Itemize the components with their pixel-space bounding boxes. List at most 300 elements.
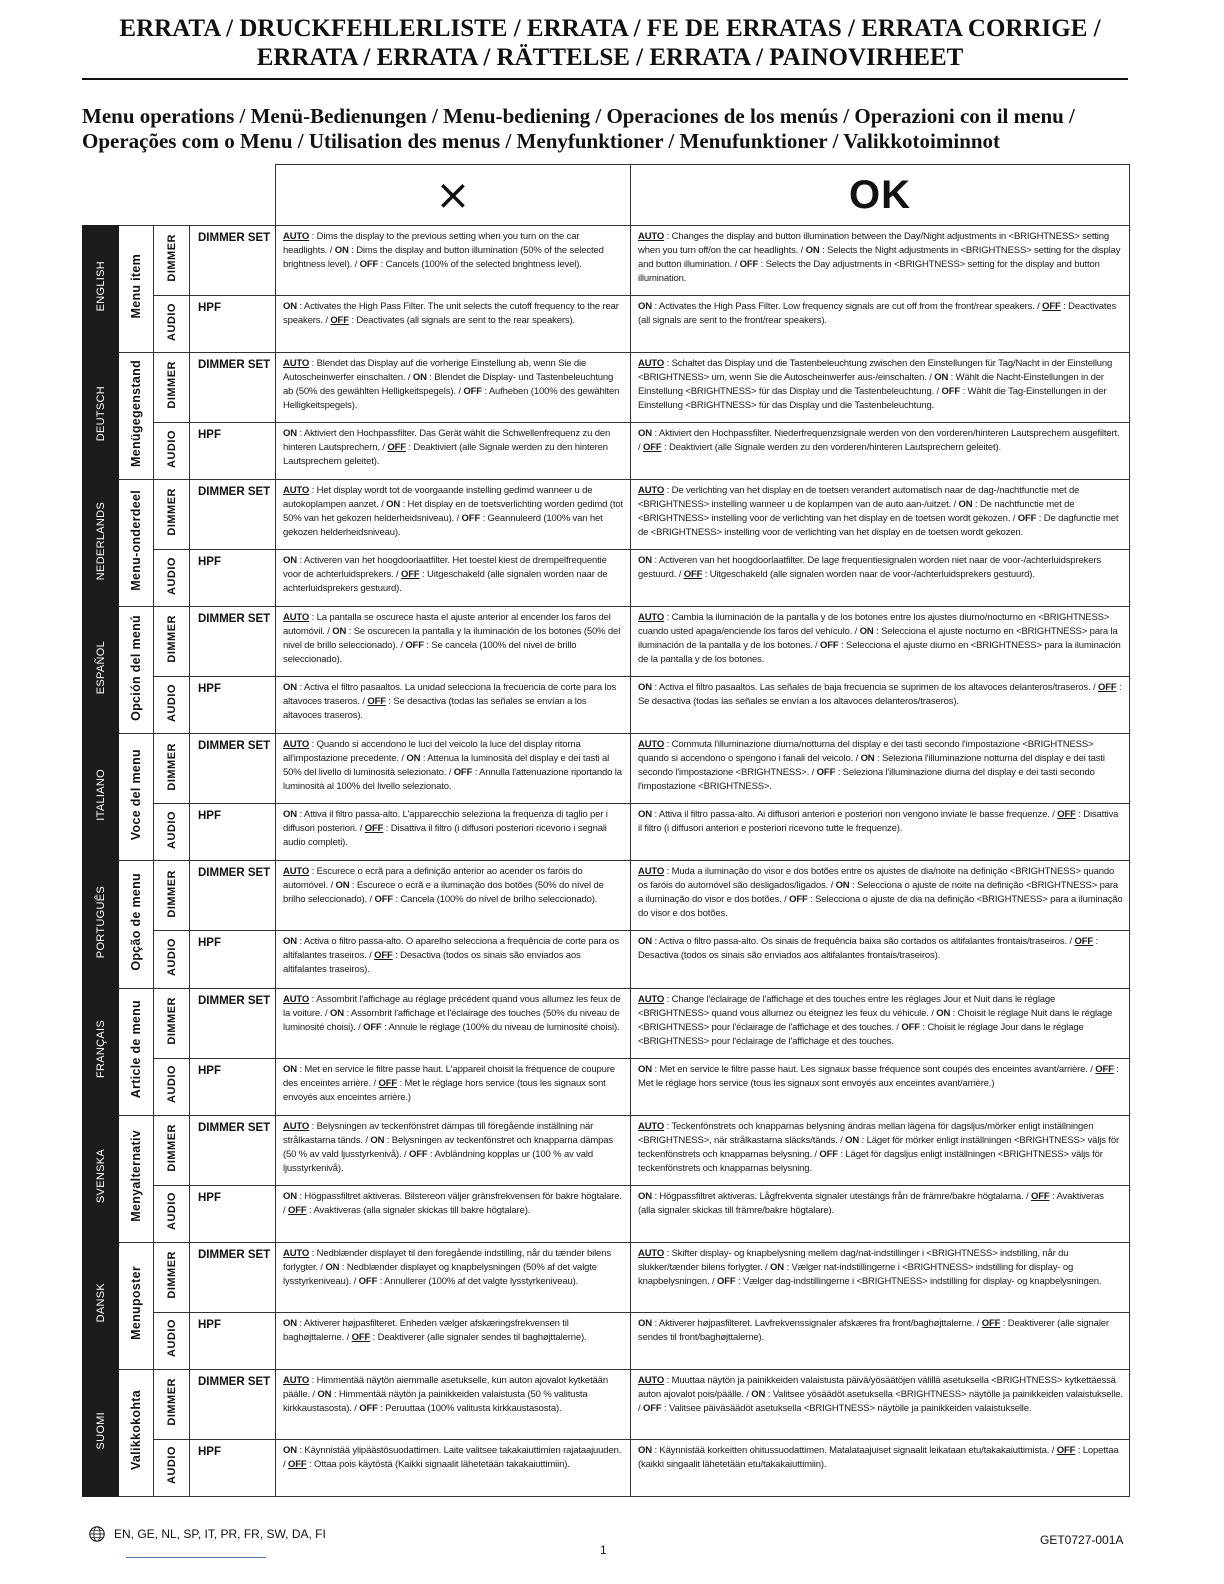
language-label: DEUTSCH: [94, 386, 107, 442]
description-text: : Vælger dag-indstillingerne i <BRIGHTNESS> indstilling for display- og knapbelysningen.: [735, 1275, 1102, 1287]
table-row: [83, 353, 1130, 423]
keyword: OFF: [1042, 301, 1061, 313]
description-text: : Attiva il filtro passa-alto. Ai diffusori anteriori e posteriori non vengono inviate le basse frequenze. /: [651, 809, 1058, 821]
setting-name: DIMMER SET: [190, 1115, 276, 1185]
keyword: ON: [638, 1444, 652, 1456]
language-label-cell: [83, 1369, 119, 1496]
table-row: [83, 607, 1130, 677]
cross-icon: ×: [435, 170, 471, 220]
description-text: : Activates the High Pass Filter. Low frequency signals are cut off from the front/rear speakers. /: [651, 301, 1043, 313]
language-label-cell: [83, 607, 119, 734]
description-text: : Deactivates (all signals are sent to the front/rear speakers).: [638, 301, 1117, 327]
keyword: AUTO: [283, 231, 310, 243]
keyword: OFF: [717, 1275, 736, 1287]
section-label-cell: [154, 734, 190, 804]
footer-rule: [126, 1557, 266, 1558]
description-text: : Deaktiviert (alle Signale werden zu den hinteren Lautsprechern geleitet).: [283, 442, 608, 468]
description-text: : Belysningen av teckenfönstret och knapparna dämpas (50 % av vald ljusstyrkenivå). /: [283, 1134, 613, 1160]
description-text: : Aktiverer højpasfilteret. Enheden vælger afskæringsfrekvensen til baghøjttalerne. /: [283, 1317, 569, 1343]
description-text: : Se desactiva (todas las señales se envían a los altavoces delanteros/traseros).: [638, 682, 1122, 708]
description-text: : Se oscurecen la pantalla y la iluminación de los botones (50% del nivel de brillo seleccionado). /: [283, 626, 621, 652]
description-text: : Disattiva il filtro (i diffusori anteriori e posteriori ricevono tutte le frequenze).: [638, 809, 1119, 835]
section-label: AUDIO: [165, 810, 178, 849]
keyword: ON: [330, 1007, 344, 1019]
description-text: : Nedblænder displayet til den foregående indstilling, når du tænder bilens forlygter. /: [283, 1247, 611, 1273]
keyword: OFF: [1057, 809, 1076, 821]
menu-item-label: Menügegenstand: [129, 360, 143, 468]
description-text: : Choisit le réglage Nuit dans le réglage <BRIGHTNESS> pour l'éclairage de l'affichage et des touches. /: [638, 1007, 1113, 1033]
language-label: ESPAÑOL: [94, 641, 107, 695]
correct-description: [631, 1369, 1130, 1439]
table-row: [83, 423, 1130, 480]
language-label: PORTUGUÊS: [94, 885, 107, 959]
keyword: ON: [638, 1317, 652, 1329]
keyword: AUTO: [283, 358, 310, 370]
wrong-description: [276, 226, 631, 296]
description-text: : Vælger nat-indstillingerne i <BRIGHTNESS> indstilling for display- og knapbelysningen. /: [638, 1261, 1074, 1287]
keyword: OFF: [1074, 936, 1094, 948]
section-label-cell: [154, 988, 190, 1058]
section-label-cell: [154, 1439, 190, 1496]
keyword: ON: [934, 372, 949, 384]
menu-item-label-cell: [119, 226, 154, 353]
description-text: : Aktiverer højpasfilteret. Lavfrekvenssignaler afskæres fra front/baghøjttalerne. /: [651, 1317, 982, 1329]
section-label-cell: [154, 1185, 190, 1242]
keyword: AUTO: [283, 739, 310, 751]
menu-item-label-cell: [119, 861, 154, 988]
description-text: : Escurece o ecrã e a iluminação dos botões (50% do nível de brilho seleccionado). /: [283, 880, 604, 906]
menu-item-label-cell: [119, 1115, 154, 1242]
description-text: : Disattiva il filtro (i diffusori posteriori ricevono i segnali audio completi).: [283, 823, 607, 849]
keyword: OFF: [820, 640, 839, 652]
section-label-cell: [154, 423, 190, 480]
description-text: : Selects the Night adjustments in <BRIGHTNESS> setting for the display and button illumination. /: [638, 245, 1121, 271]
description-text: : Selecciona el ajuste nocturno en <BRIGHTNESS> para la iluminación de la pantalla y de los botones. /: [638, 626, 1118, 652]
correct-description: [631, 296, 1130, 353]
table-header-row: [83, 165, 1130, 226]
section-label-cell: [154, 677, 190, 734]
language-label-cell: [83, 480, 119, 607]
correct-description: [631, 1312, 1130, 1369]
description-text: : Muda a iluminação do visor e dos botões entre os ajustes de dia/noite na definição <BRIGHTNESS> quando os faróis do automóvel são desligados/ligados. /: [638, 866, 1115, 892]
description-text: : Dims the display to the previous setting when you turn on the car headlights. /: [283, 231, 580, 257]
description-text: : Se desactiva (todas las señales se envían a los altavoces traseros).: [283, 696, 587, 722]
setting-name: HPF: [190, 1058, 276, 1115]
keyword: ON: [283, 936, 297, 948]
setting-name: HPF: [190, 550, 276, 607]
setting-name: HPF: [190, 804, 276, 861]
description-text: : Assombrit l'affichage et l'éclairage des touches (50% du niveau de luminosité choisi). /: [283, 1007, 620, 1033]
wrong-description: [276, 296, 631, 353]
keyword: AUTO: [638, 739, 665, 751]
menu-item-label: Menuposter: [129, 1266, 143, 1341]
description-text: : Avaktiveras (alla signaler skickas till främre/bakre högtalare).: [638, 1190, 1104, 1216]
keyword: OFF: [363, 1021, 382, 1033]
keyword: ON: [283, 1190, 297, 1202]
description-text: : Selecciona o ajuste de dia na definição <BRIGHTNESS> para a iluminação do visor e dos botões.: [638, 894, 1123, 920]
setting-name: DIMMER SET: [190, 1369, 276, 1439]
wrong-description: [276, 1439, 631, 1496]
keyword: ON: [770, 1261, 784, 1273]
correct-description: [631, 1439, 1130, 1496]
description-text: : Commuta l'illuminazione diurna/notturna del display e dei tasti secondo l'impostazione <BRIGHTNESS> quando si accendono o spengono i fanali del veicolo. /: [638, 739, 1094, 765]
section-label: DIMMER: [165, 869, 178, 918]
description-text: : Annulla l'attenuazione riportando la luminosità al 100% del livello selezionato.: [283, 767, 622, 793]
section-label-cell: [154, 804, 190, 861]
title-line-1: ERRATA / DRUCKFEHLERLISTE / ERRATA / FE DE ERRATAS / ERRATA CORRIGE /: [119, 15, 1101, 42]
description-text: : Selects the Day adjustments in <BRIGHTNESS> setting for the display and button illumination.: [638, 259, 1100, 285]
section-label: AUDIO: [165, 683, 178, 722]
description-text: : Met le réglage hors service (tous les signaux sont envoyés aux enceintes arrière.): [283, 1077, 606, 1103]
keyword: AUTO: [638, 866, 665, 878]
keyword: OFF: [358, 1275, 378, 1287]
section-label: DIMMER: [165, 615, 178, 664]
section-label: DIMMER: [165, 1250, 178, 1299]
language-label-cell: [83, 353, 119, 480]
keyword: ON: [283, 428, 297, 440]
description-text: : Valitsee päiväsäädöt asetuksella <BRIGHTNESS> näytölle ja painikkeiden valaistukselle.: [661, 1402, 1032, 1414]
setting-name: DIMMER SET: [190, 480, 276, 550]
description-text: : Wählt die Nacht-Einstellungen in der Einstellung <BRIGHTNESS> für das Display und die Tastenbeleuchtung. /: [638, 372, 1104, 398]
menu-item-label: Opción del menú: [129, 614, 143, 721]
table-row: [83, 734, 1130, 804]
keyword: OFF: [374, 950, 393, 962]
footer-language-codes: [88, 1525, 326, 1543]
subtitle-line-2: Operações com o Menu / Utilisation des menus / Menyfunktioner / Menufunktioner / Valikkotoiminnot: [82, 129, 1001, 153]
section-label-cell: [154, 1312, 190, 1369]
section-label: DIMMER: [165, 996, 178, 1045]
keyword: ON: [335, 880, 350, 892]
keyword: OFF: [330, 315, 349, 327]
table-row: [83, 550, 1130, 607]
language-label: NEDERLANDS: [94, 501, 107, 580]
section-label-cell: [154, 1242, 190, 1312]
subtitle-line-1: Menu operations / Menü-Bedienungen / Menu-bediening / Operaciones de los menús / Operazioni con il menu /: [82, 104, 1075, 128]
keyword: ON: [638, 682, 652, 694]
table-row: [83, 226, 1130, 296]
description-text: : Peruuttaa (100% valitusta kirkkaustasosta).: [377, 1402, 562, 1414]
keyword: AUTO: [283, 993, 310, 1005]
description-text: : Käynnistää ylipäästösuodattimen. Laite valitsee takakaiuttimien rajataajuuden. /: [283, 1444, 622, 1470]
keyword: OFF: [683, 569, 703, 581]
table-row: [83, 1242, 1130, 1312]
description-text: : Blendet das Display auf die vorherige Einstellung ab, wenn Sie die Autoscheinwerfer einschalten. /: [283, 358, 587, 384]
keyword: AUTO: [283, 485, 310, 497]
description-text: : Attenua la luminosità del display e dei tasti al 50% del livello di luminosità selezionato. /: [283, 753, 610, 779]
description-text: : Avbländning kopplas ur (100 % av vald ljusstyrkenivå).: [283, 1148, 594, 1174]
section-label: DIMMER: [165, 234, 178, 282]
keyword: AUTO: [638, 993, 665, 1005]
document-title: [70, 14, 1150, 72]
table-row: [83, 861, 1130, 931]
description-text: : Choisit le réglage Jour dans le réglage <BRIGHTNESS> pour l'éclairage de l'affichage et des touches.: [638, 1021, 1084, 1047]
table-row: [83, 1185, 1130, 1242]
keyword: ON: [835, 880, 850, 892]
correct-description: [631, 861, 1130, 931]
keyword: ON: [638, 301, 652, 313]
keyword: ON: [936, 1007, 951, 1019]
keyword: OFF: [287, 1204, 307, 1216]
correct-description: [631, 988, 1130, 1058]
keyword: OFF: [367, 696, 386, 708]
description-text: : Met en service le filtre passe haut. L'appareil choisit la fréquence de coupure des enceintes arrière. /: [283, 1063, 615, 1089]
keyword: ON: [805, 245, 820, 257]
table-row: [83, 931, 1130, 988]
table-row: [83, 677, 1130, 734]
keyword: ON: [412, 372, 427, 384]
menu-item-label-cell: [119, 607, 154, 734]
setting-name: HPF: [190, 1439, 276, 1496]
description-text: : Avaktiveras (alla signaler skickas till bakre högtalare).: [306, 1204, 531, 1216]
section-label-cell: [154, 931, 190, 988]
correct-description: [631, 607, 1130, 677]
keyword: OFF: [374, 894, 393, 906]
keyword: ON: [332, 626, 347, 638]
keyword: OFF: [463, 386, 482, 398]
correct-description: [631, 804, 1130, 861]
description-text: : Käynnistää korkeitten ohitussuodattimen. Matalataajuiset signaalit leikataan etu/takakaiuttimista. /: [651, 1444, 1057, 1456]
keyword: OFF: [819, 1148, 838, 1160]
description-text: : Aufheben (100% des gewählten Helligkeitspegels).: [283, 386, 620, 412]
section-label: AUDIO: [165, 1319, 178, 1358]
wrong-description: [276, 353, 631, 423]
language-label-cell: [83, 1242, 119, 1369]
correct-description: [631, 931, 1130, 988]
description-text: : Selecciona el ajuste diurno en <BRIGHTNESS> para la iluminación de la pantalla y de los botones.: [638, 640, 1121, 666]
description-text: : Annullerer (100% af det valgte lysstyrkeniveau).: [377, 1275, 579, 1287]
wrong-description: [276, 550, 631, 607]
keyword: ON: [370, 1134, 385, 1146]
keyword: OFF: [359, 1402, 378, 1414]
description-text: : Belysningen av teckenfönstret dämpas till föregående inställning när strålkastarna tänds. /: [283, 1120, 594, 1146]
description-text: : Desactiva (todos os sinais são enviados aos altifalantes traseiros).: [283, 950, 581, 976]
keyword: OFF: [1095, 1063, 1114, 1075]
keyword: ON: [751, 1388, 766, 1400]
description-text: : Het display en de toetsverlichting worden gedimd (tot 50% van het gekozen helderheidsniveau). /: [283, 499, 623, 525]
correct-description: [631, 423, 1130, 480]
keyword: OFF: [816, 767, 836, 779]
language-label-cell: [83, 1115, 119, 1242]
keyword: ON: [638, 428, 652, 440]
keyword: AUTO: [283, 1247, 310, 1259]
keyword: ON: [283, 809, 297, 821]
description-text: : Aktiviert den Hochpassfilter. Das Gerät wählt die Schwellenfrequenz zu den hinteren Lautsprechern. /: [283, 428, 611, 454]
description-text: : Skifter display- og knapbelysning mellem dag/nat-indstillinger i <BRIGHTNESS> indstilling, når du slukker/tænder bilens forlygter. /: [638, 1247, 1069, 1273]
keyword: OFF: [453, 767, 473, 779]
description-text: : Deactivates (all signals are sent to the rear speakers).: [348, 315, 575, 327]
section-label: AUDIO: [165, 1446, 178, 1485]
setting-name: DIMMER SET: [190, 988, 276, 1058]
description-text: : Himmentää näytön aiemmalle asetukselle, kun auton ajovalot kytketään päälle. /: [283, 1374, 608, 1400]
correct-description: [631, 1242, 1130, 1312]
setting-name: HPF: [190, 931, 276, 988]
keyword: AUTO: [283, 866, 310, 878]
description-text: : Activa el filtro pasaaltos. Las señales de baja frecuencia se suprimen de los altavoces delanteros/traseros. /: [651, 682, 1098, 694]
wrong-description: [276, 804, 631, 861]
correct-description: [631, 353, 1130, 423]
correct-description: [631, 1185, 1130, 1242]
keyword: ON: [317, 1388, 332, 1400]
description-text: : Activeren van het hoogdoorlaatfilter. De lage frequentiesignalen worden niet naar de voor-/achterluidsprekers gestuurd. /: [638, 555, 1101, 581]
description-text: : Activa o filtro passa-alto. Os sinais de frequência baixa são cortados os altifalantes frontais/traseiros. /: [651, 936, 1075, 948]
wrong-description: [276, 734, 631, 804]
menu-item-label-cell: [119, 353, 154, 480]
description-text: : Selecciona o ajuste de noite na definição <BRIGHTNESS> para a iluminação do visor e dos botões. /: [638, 880, 1118, 906]
wrong-description: [276, 1185, 631, 1242]
description-text: : Het display wordt tot de voorgaande instelling gedimd wanneer u de autokoplampen aanzet. /: [283, 485, 593, 511]
menu-item-label: Voce del menu: [129, 749, 143, 841]
description-text: : Deaktiviert (alle Signale werden zu den vorderen/hinteren Lautsprechern geleitet).: [661, 442, 1002, 454]
keyword: OFF: [1097, 682, 1117, 694]
keyword: OFF: [409, 1148, 428, 1160]
keyword: ON: [859, 626, 874, 638]
description-text: : Muuttaa näytön ja painikkeiden valaistusta päivä/yösäätöjen välillä asetuksella <BRIGHTNESS> kytkettäessä auton ajovalot pois/päälle. /: [638, 1374, 1116, 1400]
correct-description: [631, 1115, 1130, 1185]
description-text: : Activates the High Pass Filter. The unit selects the cutoff frequency to the rear speakers. /: [283, 301, 619, 327]
menu-item-label: Menyalternativ: [129, 1130, 143, 1222]
section-label-cell: [154, 1369, 190, 1439]
section-label: AUDIO: [165, 1065, 178, 1104]
description-text: : Met le réglage hors service (tous les signaux sont envoyés aux enceintes avant/arrière.): [638, 1063, 1119, 1089]
section-label-cell: [154, 607, 190, 677]
keyword: ON: [283, 1444, 297, 1456]
wrong-description: [276, 1115, 631, 1185]
section-label-cell: [154, 550, 190, 607]
description-text: : Cancela (100% do nível de brilho seleccionado).: [393, 894, 598, 906]
setting-name: DIMMER SET: [190, 607, 276, 677]
keyword: ON: [845, 1134, 860, 1146]
description-text: : Assombrit l'affichage au réglage précédent quand vous allumez les feux de la voiture. /: [283, 993, 621, 1019]
description-text: : Uitgeschakeld (alle signalen worden naar de voor-/achterluidsprekers gestuurd).: [702, 569, 1035, 581]
keyword: AUTO: [283, 1120, 310, 1132]
keyword: ON: [638, 936, 652, 948]
keyword: ON: [638, 1063, 652, 1075]
keyword: ON: [638, 809, 652, 821]
table-row: [83, 1058, 1130, 1115]
errata-table: [82, 164, 1130, 1497]
keyword: ON: [386, 499, 401, 511]
keyword: AUTO: [638, 485, 665, 497]
correct-description: [631, 677, 1130, 734]
description-text: : Annule le réglage (100% du niveau de luminosité choisi).: [381, 1021, 620, 1033]
description-text: : La pantalla se oscurece hasta el ajuste anterior al encender los faros del automóvil. /: [283, 612, 611, 638]
setting-name: HPF: [190, 677, 276, 734]
description-text: : Activeren van het hoogdoorlaatfilter. Het toestel kiest de drempelfrequentie voor de achterluidsprekers. /: [283, 555, 607, 581]
language-label-cell: [83, 988, 119, 1115]
keyword: OFF: [901, 1021, 920, 1033]
keyword: ON: [283, 682, 297, 694]
globe-icon: [88, 1525, 106, 1543]
description-text: : Deaktiverer (alle signaler sendes til front/baghøjttalerne).: [638, 1317, 1109, 1343]
description-text: : Högpassfiltret aktiveras. Lågfrekventa signaler utestängs från de främre/bakre högtalarna. /: [651, 1190, 1031, 1202]
keyword: OFF: [941, 386, 961, 398]
menu-item-label: Opção de menu: [129, 873, 143, 971]
keyword: AUTO: [638, 1374, 665, 1386]
menu-item-label-cell: [119, 480, 154, 607]
correct-description: [631, 550, 1130, 607]
section-label-cell: [154, 1058, 190, 1115]
keyword: ON: [638, 555, 652, 567]
wrong-description: [276, 1242, 631, 1312]
description-text: : Wählt die Tag-Einstellungen in der Einstellung <BRIGHTNESS> für das Display und die Tastenbeleuchtung.: [638, 386, 1107, 412]
menu-item-label-cell: [119, 1369, 154, 1496]
description-text: : Högpassfiltret aktiveras. Bilstereon väljer gränsfrekvensen för bakre högtalare. /: [283, 1190, 622, 1216]
wrong-description: [276, 480, 631, 550]
keyword: ON: [283, 301, 297, 313]
wrong-description: [276, 677, 631, 734]
keyword: OFF: [351, 1331, 371, 1343]
language-label: ENGLISH: [94, 261, 107, 312]
keyword: OFF: [789, 894, 808, 906]
description-text: : Activa o filtro passa-alto. O aparelho selecciona a frequência de corte para os altifalantes traseiros. /: [283, 936, 619, 962]
correct-column-header: [631, 165, 1130, 226]
keyword: ON: [283, 555, 297, 567]
section-label: DIMMER: [165, 488, 178, 537]
description-text: : Ottaa pois käytöstä (Kaikki signaalit lähetetään takakaiuttimiin).: [306, 1458, 570, 1470]
description-text: : Läget för dagsljus enligt inställningen <BRIGHTNESS> väljs för teckenfönstrets och knapparnas belysning.: [638, 1148, 1103, 1174]
ok-label: OK: [849, 172, 911, 217]
setting-name: HPF: [190, 423, 276, 480]
keyword: OFF: [287, 1458, 307, 1470]
description-text: : Met en service le filtre passe haut. Les signaux basse fréquence sont coupés des enceintes avant/arrière. /: [651, 1063, 1096, 1075]
language-label-cell: [83, 861, 119, 988]
keyword: OFF: [1030, 1190, 1050, 1202]
header-blank-cell: [83, 165, 276, 226]
keyword: OFF: [401, 569, 420, 581]
keyword: OFF: [405, 640, 424, 652]
description-text: : Schaltet das Display und die Tastenbeleuchtung zwischen den Einstellungen für Tag/Nacht in der Einstellung <BRIGHTNESS> um, wenn Sie die Autoscheinwerfer aus-/einschalten. /: [638, 358, 1113, 384]
keyword: ON: [283, 1063, 297, 1075]
section-label-cell: [154, 480, 190, 550]
section-heading: [82, 104, 1142, 154]
keyword: ON: [283, 1317, 297, 1329]
menu-item-label-cell: [119, 734, 154, 861]
description-text: : Quando si accendono le luci del veicolo la luce del display ritorna all'impostazione precedente. /: [283, 739, 581, 765]
wrong-description: [276, 861, 631, 931]
setting-name: DIMMER SET: [190, 734, 276, 804]
description-text: : Cambia la iluminación de la pantalla y de los botones entre los ajustes diurno/nocturno en <BRIGHTNESS> cuando usted apaga/enciende los faros del vehículo. /: [638, 612, 1110, 638]
section-label: AUDIO: [165, 429, 178, 468]
language-label: ITALIANO: [94, 769, 107, 821]
section-label: DIMMER: [165, 742, 178, 791]
table-row: [83, 1312, 1130, 1369]
description-text: : Desactiva (todos os sinais são enviados aos altifalantes frontais/traseiros).: [638, 936, 1099, 962]
keyword: OFF: [378, 1077, 398, 1089]
menu-item-label: Menu item: [129, 254, 143, 319]
setting-name: DIMMER SET: [190, 226, 276, 296]
description-text: : Blendet die Display- und Tastenbeleuchtung ab (50% des gewählten Helligkeitspegels). /: [283, 372, 614, 398]
keyword: OFF: [739, 259, 759, 271]
keyword: ON: [958, 499, 973, 511]
section-label: AUDIO: [165, 938, 178, 976]
keyword: AUTO: [283, 1374, 310, 1386]
description-text: : Seleziona l'illuminazione notturna del display e dei tasti secondo l'impostazione <BRIGHTNESS>. /: [638, 753, 1105, 779]
table-row: [83, 296, 1130, 353]
section-label: DIMMER: [165, 1123, 178, 1172]
setting-name: HPF: [190, 1185, 276, 1242]
description-text: : De nachtfunctie met de <BRIGHTNESS> instelling voor de verlichting van het display en de toetsen wordt gekozen. /: [638, 499, 1075, 525]
description-text: : Uitgeschakeld (alle signalen worden naar de achterluidsprekers gestuurd).: [283, 569, 608, 595]
section-label-cell: [154, 353, 190, 423]
section-label: DIMMER: [165, 1377, 178, 1426]
description-text: : Seleziona l'illuminazione diurna del display e dei tasti secondo l'impostazione <BRIGHTNESS>.: [638, 767, 1095, 793]
description-text: : Aktiviert den Hochpassfilter. Niederfrequenzsignale werden von den vorderen/hinteren Lautsprechern ausgefiltert. /: [638, 428, 1120, 454]
keyword: AUTO: [638, 231, 665, 243]
language-label: SVENSKA: [94, 1149, 107, 1204]
wrong-description: [276, 1312, 631, 1369]
keyword: ON: [406, 753, 421, 765]
setting-name: DIMMER SET: [190, 861, 276, 931]
